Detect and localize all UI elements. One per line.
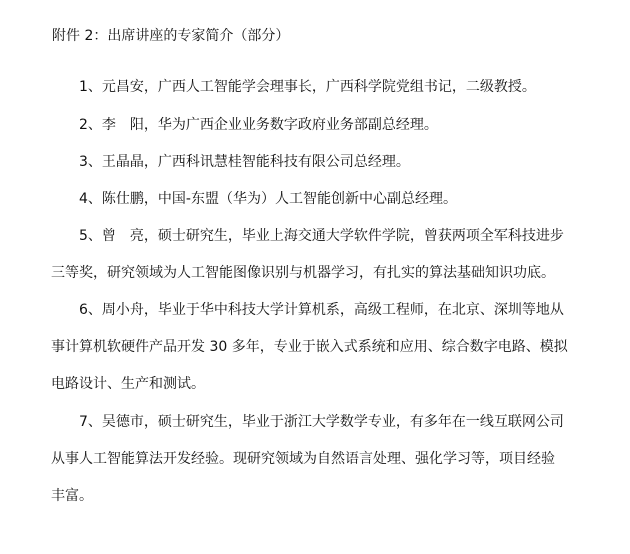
expert-5-line-1: 5、曾 亮，硕士研究生，毕业上海交通大学软件学院，曾获两项全军科技进步 <box>79 228 564 244</box>
expert-7-line-3: 丰富。 <box>51 488 93 504</box>
expert-7-line-1: 7、吴德市，硕士研究生，毕业于浙江大学数学专业，有多年在一线互联网公司 <box>79 414 564 430</box>
expert-5-line-2: 三等奖，研究领域为人工智能图像识别与机器学习，有扎实的算法基础知识功底。 <box>51 265 555 281</box>
expert-4-line-1: 4、陈仕鹏，中国-东盟（华为）人工智能创新中心副总经理。 <box>79 191 457 207</box>
expert-2-line-1: 2、李 阳，华为广西企业业务数字政府业务部副总经理。 <box>79 117 438 133</box>
expert-3-line-1: 3、王晶晶，广西科讯慧桂智能科技有限公司总经理。 <box>79 154 410 170</box>
expert-7-line-2: 从事人工智能算法开发经验。现研究领域为自然语言处理、强化学习等，项目经验 <box>51 451 555 467</box>
expert-1-line-1: 1、元昌安，广西人工智能学会理事长，广西科学院党组书记，二级教授。 <box>79 79 536 95</box>
expert-6-line-1: 6、周小舟，毕业于华中科技大学计算机系，高级工程师，在北京、深圳等地从 <box>79 302 564 318</box>
expert-6-line-3: 电路设计、生产和测试。 <box>51 376 205 392</box>
expert-6-line-2: 事计算机软硬件产品开发 30 多年，专业于嵌入式系统和应用、综合数字电路、模拟 <box>51 339 568 355</box>
document-title: 附件 2：出席讲座的专家简介（部分） <box>52 28 290 44</box>
